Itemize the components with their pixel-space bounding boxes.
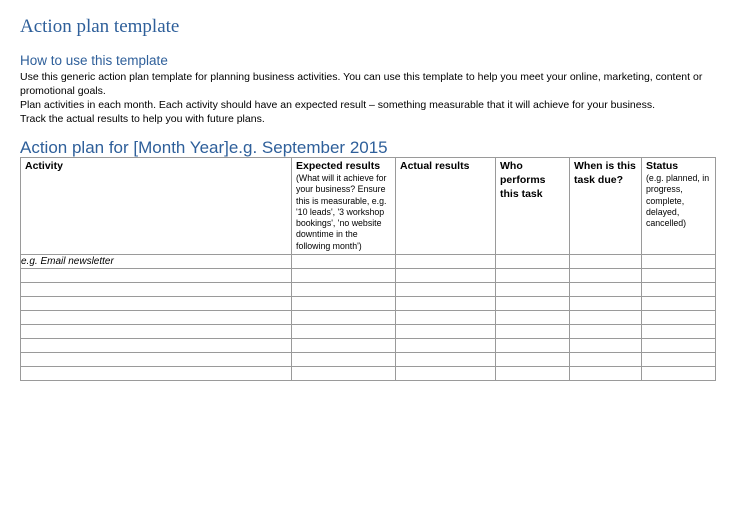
status-cell[interactable] [642, 339, 716, 353]
expected-results-cell[interactable] [292, 297, 396, 311]
table-row [21, 255, 716, 269]
action-plan-table [20, 157, 716, 381]
column-title: When is this task due? [574, 160, 636, 186]
actual-results-cell[interactable] [396, 367, 496, 381]
who-performs-cell[interactable] [496, 339, 570, 353]
how-to-heading: How to use this template [20, 53, 168, 68]
who-performs-cell[interactable] [496, 325, 570, 339]
who-performs-cell[interactable] [496, 283, 570, 297]
column-header-expected-results [292, 158, 396, 255]
column-hint: (e.g. planned, in progress, complete, delayed, cancelled) [646, 173, 710, 229]
expected-results-cell[interactable] [292, 339, 396, 353]
who-performs-cell[interactable] [496, 311, 570, 325]
column-title: Status [646, 160, 679, 172]
table-row [21, 367, 716, 381]
expected-results-cell[interactable] [292, 367, 396, 381]
status-cell[interactable] [642, 325, 716, 339]
activity-cell[interactable] [21, 325, 292, 339]
expected-results-cell[interactable] [292, 325, 396, 339]
table-row [21, 339, 716, 353]
table-row [21, 353, 716, 367]
due-date-cell[interactable] [570, 325, 642, 339]
actual-results-cell[interactable] [396, 283, 496, 297]
status-cell[interactable] [642, 367, 716, 381]
activity-cell[interactable] [21, 297, 292, 311]
column-header-who-performs [496, 158, 570, 255]
activity-cell[interactable] [21, 311, 292, 325]
due-date-cell[interactable] [570, 255, 642, 269]
who-performs-cell[interactable] [496, 255, 570, 269]
column-title: Actual results [400, 160, 470, 172]
who-performs-cell[interactable] [496, 367, 570, 381]
table-row [21, 311, 716, 325]
table-row [21, 297, 716, 311]
who-performs-cell[interactable] [496, 353, 570, 367]
intro-paragraph: Plan activities in each month. Each activity should have an expected result – something measurable that it will achieve for your business. [20, 99, 656, 111]
status-cell[interactable] [642, 297, 716, 311]
due-date-cell[interactable] [570, 297, 642, 311]
who-performs-cell[interactable] [496, 297, 570, 311]
table-row [21, 325, 716, 339]
intro-paragraph: Track the actual results to help you with future plans. [20, 113, 265, 125]
status-cell[interactable] [642, 255, 716, 269]
due-date-cell[interactable] [570, 269, 642, 283]
due-date-cell[interactable] [570, 353, 642, 367]
expected-results-cell[interactable] [292, 269, 396, 283]
expected-results-cell[interactable] [292, 255, 396, 269]
document-title: Action plan template [20, 16, 180, 37]
column-title: Expected results [296, 160, 381, 172]
expected-results-cell[interactable] [292, 283, 396, 297]
actual-results-cell[interactable] [396, 311, 496, 325]
expected-results-cell[interactable] [292, 311, 396, 325]
activity-cell[interactable] [21, 269, 292, 283]
column-hint: (What will it achieve for your business? Ensure this is measurable, e.g. '10 leads', '3 workshop bookings', 'no website downtime in the following month') [296, 173, 387, 251]
column-header-activity [21, 158, 292, 255]
actual-results-cell[interactable] [396, 353, 496, 367]
actual-results-cell[interactable] [396, 339, 496, 353]
actual-results-cell[interactable] [396, 297, 496, 311]
due-date-cell[interactable] [570, 311, 642, 325]
column-title: Activity [25, 160, 63, 172]
who-performs-cell[interactable] [496, 269, 570, 283]
intro-text [20, 70, 735, 126]
status-cell[interactable] [642, 269, 716, 283]
due-date-cell[interactable] [570, 367, 642, 381]
actual-results-cell[interactable] [396, 269, 496, 283]
actual-results-cell[interactable] [396, 255, 496, 269]
table-body [21, 255, 716, 381]
table-header-row [21, 158, 716, 255]
activity-cell[interactable] [21, 339, 292, 353]
due-date-cell[interactable] [570, 283, 642, 297]
intro-paragraph: Use this generic action plan template for planning business activities. You can use this template to help you meet your online, marketing, content or promotional goals. [20, 71, 703, 97]
status-cell[interactable] [642, 311, 716, 325]
action-plan-heading: Action plan for [Month Year]e.g. September 2015 [20, 138, 388, 157]
activity-cell[interactable] [21, 353, 292, 367]
status-cell[interactable] [642, 283, 716, 297]
expected-results-cell[interactable] [292, 353, 396, 367]
column-title: Who performs this task [500, 160, 546, 200]
table-row [21, 283, 716, 297]
column-header-status [642, 158, 716, 255]
status-cell[interactable] [642, 353, 716, 367]
column-header-actual-results [396, 158, 496, 255]
column-header-due-date [570, 158, 642, 255]
due-date-cell[interactable] [570, 339, 642, 353]
activity-cell[interactable]: e.g. Email newsletter [21, 255, 292, 269]
table-row [21, 269, 716, 283]
activity-cell[interactable] [21, 367, 292, 381]
activity-cell[interactable] [21, 283, 292, 297]
actual-results-cell[interactable] [396, 325, 496, 339]
